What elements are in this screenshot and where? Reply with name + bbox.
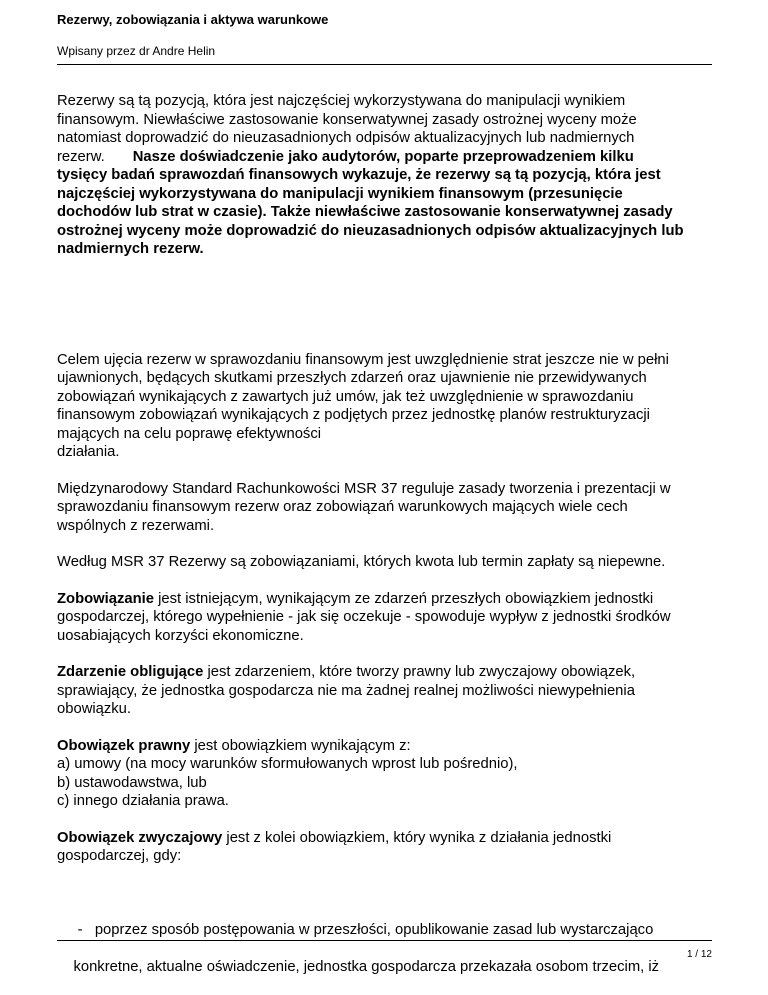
paragraph-list-item: - poprzez sposób postępowania w przeszłości, opublikowanie zasad lub wystarczająco konkretne, aktualne oświadczenie, jednostka gospodarcza przekazała osobom trzecim, iż (57, 903, 717, 995)
term-obowiazek-prawny: Obowiązek prawny (57, 738, 190, 754)
term-zobowiazanie: Zobowiązanie (57, 591, 154, 607)
paragraph-zdarzenie-obligujace: Zdarzenie obligujące jest zdarzeniem, które tworzy prawny lub zwyczajowy obowiązek, sprawiający, że jednostka gospodarcza nie ma żadnej realnej możliwości niewypełnienia obowiązku. (57, 663, 717, 719)
paragraph-intro: Rezerwy są tą pozycją, która jest najczęściej wykorzystywana do manipulacji wynikiem finansowym. Niewłaściwe zastosowanie konserwatywnej zasady ostrożnej wyceny może natomiast doprowadzić do nieuzasadnionych odpisów aktualizacyjnych lub nadmiernych rezerw. Nasze doświadczenie jako audytorów, poparte przeprowadzeniem kilku tysięcy badań sprawozdań finansowych wykazuje, że rezerwy są tą pozycją, która jest najczęściej wykorzystywana do manipulacji wynikiem finansowym (przesunięcie dochodów lub strat w czasie). Także niewłaściwe zastosowanie konserwatywnej zasady ostrożnej wyceny może doprowadzić do nieuzasadnionych odpisów aktualizacyjnych lub nadmiernych rezerw. (57, 92, 717, 259)
footer-divider (57, 940, 712, 941)
paragraph-purpose: Celem ujęcia rezerw w sprawozdaniu finansowym jest uwzględnienie strat jeszcze nie w pełni ujawnionych, będących skutkami przeszłych zdarzeń oraz ujawnienie nie przewidywanych zobowiązań wynikających z zawartych już umów, jak też uwzględnienie w sprawozdaniu finansowym zobowiązań wynikających z podjętych przez jednostkę planów restrukturyzacji mających na celu poprawę efektywności działania. (57, 351, 717, 462)
paragraph-msr37: Międzynarodowy Standard Rachunkowości MSR 37 reguluje zasady tworzenia i prezentacji w sprawozdaniu finansowym rezerw oraz zobowiązań warunkowych mających wiele cech wspólnych z rezerwami. (57, 480, 717, 536)
paragraph-obowiazek-prawny: Obowiązek prawny jest obowiązkiem wynikającym z: a) umowy (na mocy warunków sformułowanych wprost lub pośrednio), b) ustawodawstwa, lub c) innego działania prawa. (57, 737, 717, 811)
page-number: 1 / 12 (687, 949, 712, 961)
author-line: Wpisany przez dr Andre Helin (57, 44, 215, 59)
document-title: Rezerwy, zobowiązania i aktywa warunkowe (57, 12, 328, 28)
header-divider (57, 64, 712, 65)
term-zdarzenie-obligujace: Zdarzenie obligujące (57, 664, 203, 680)
document-body (57, 92, 717, 995)
term-obowiazek-zwyczajowy: Obowiązek zwyczajowy (57, 830, 222, 846)
paragraph-zobowiazanie: Zobowiązanie jest istniejącym, wynikającym ze zdarzeń przeszłych obowiązkiem jednostki gospodarczej, którego wypełnienie - jak się oczekuje - spowoduje wypływ z jednostki środków uosabiających korzyści ekonomiczne. (57, 590, 717, 646)
paragraph-definition-rezerwy: Według MSR 37 Rezerwy są zobowiązaniami, których kwota lub termin zapłaty są niepewne. (57, 553, 717, 572)
paragraph-obowiazek-zwyczajowy: Obowiązek zwyczajowy jest z kolei obowiązkiem, który wynika z działania jednostki gospodarczej, gdy: (57, 829, 717, 866)
